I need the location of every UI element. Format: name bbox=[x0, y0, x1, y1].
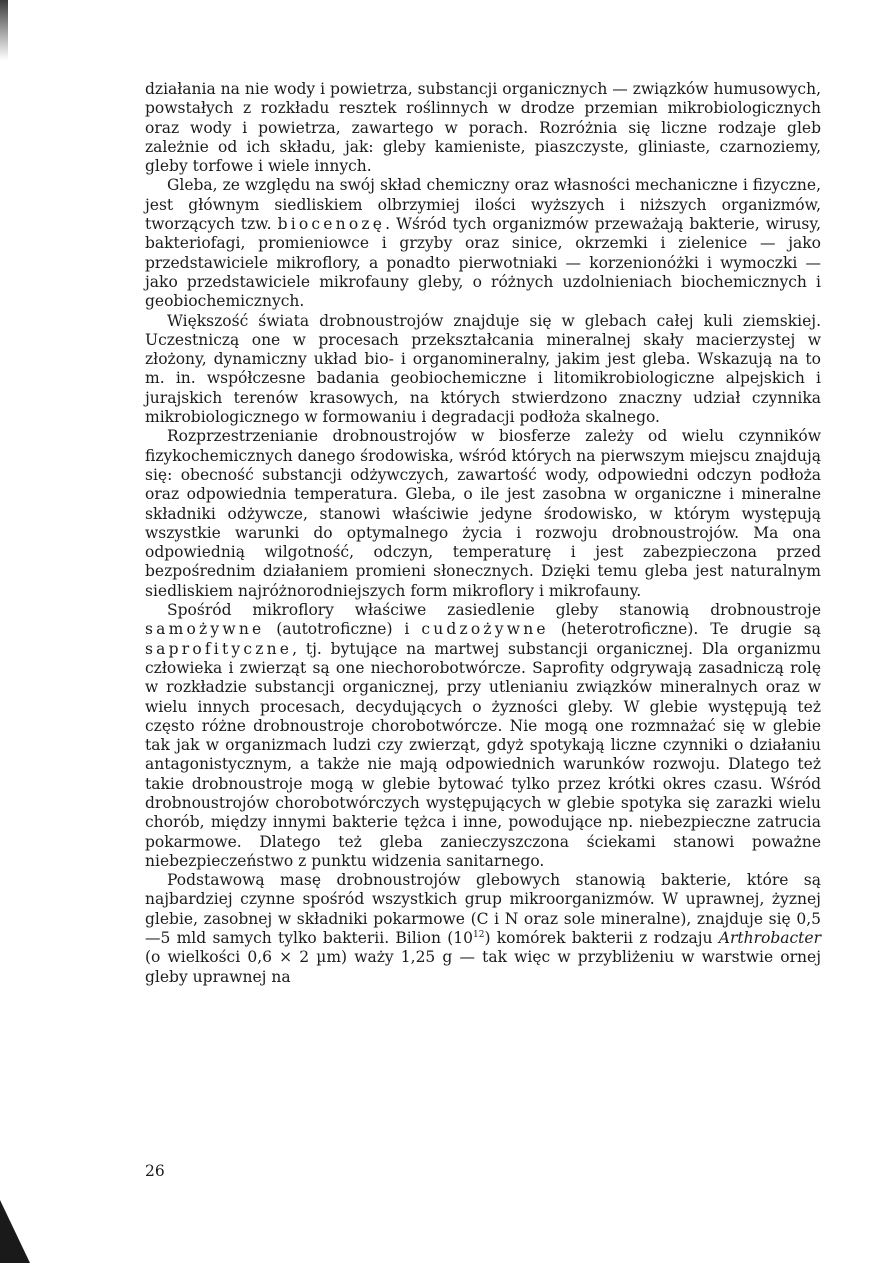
scan-edge-shadow-bottom bbox=[0, 1200, 30, 1263]
paragraph bbox=[145, 871, 821, 987]
text-segment: . Wśród tych organizmów przeważają bakterie, wirusy, bakteriofagi, promieniowce i grzyby oraz sinice, okrzemki i zielenice — jako przedstawiciele mikroflory, a ponadto pierwotniaki — korzenionóżki i wymoczki — jako przedstawiciele mikrofauny gleby, o różnych uzdolnieniach biochemicznych i geobiochemicznych. bbox=[145, 215, 822, 311]
paragraph bbox=[145, 427, 821, 601]
text-segment: ) komórek bakterii z rodzaju bbox=[484, 929, 719, 948]
paragraph bbox=[145, 80, 821, 176]
paragraph bbox=[145, 312, 821, 428]
page-number: 26 bbox=[145, 1162, 165, 1180]
spaced-term: samożywne bbox=[145, 620, 265, 639]
text-segment: działania na nie wody i powietrza, substancji organicznych — związków humusowych, powstałych z rozkładu resztek roślinnych w drodze przemian mikrobiologicznych oraz wody i powietrza, zawartego w porach. Rozróżnia się liczne rodzaje gleb zależnie od ich składu, jak: gleby kamieniste, piaszczyste, gliniaste, czarnoziemy, gleby torfowe i wiele innych. bbox=[145, 80, 821, 176]
spaced-term: cudzożywne bbox=[421, 620, 549, 639]
text-segment: (heterotroficzne). Te drugie są bbox=[548, 620, 821, 639]
scan-edge-shadow-top bbox=[0, 0, 8, 60]
spaced-term: biocenozę bbox=[277, 215, 386, 234]
text-segment: (o wielkości 0,6 × 2 µm) waży 1,25 g — tak więc w przybliżeniu w warstwie ornej gleby uprawnej na bbox=[145, 948, 821, 986]
page-text-block bbox=[145, 80, 821, 987]
superscript: 12 bbox=[472, 929, 485, 940]
spaced-term: saprofityczne bbox=[145, 639, 293, 658]
paragraph bbox=[145, 601, 821, 871]
text-segment: , tj. bytujące na martwej substancji organicznej. Dla organizmu człowieka i zwierząt są one niechorobotwórcze. Saprofity odgrywają zasadniczą rolę w rozkładzie substancji organicznej, przy utlenianiu związków mineralnych oraz w wielu innych procesach, decydujących o żyzności gleby. W glebie występują też często różne drobnoustroje chorobotwórcze. Nie mogą one rozmnażać się w glebie tak jak w organizmach ludzi czy zwierząt, gdyż spotykają liczne czynniki o działaniu antagonistycznym, a także nie mają odpowiednich warunków rozwoju. Dlatego też takie drobnoustroje mogą w glebie bytować tylko przez krótki okres czasu. Wśród drobnoustrojów chorobotwórczych występujących w glebie spotyka się zarazki wielu chorób, między innymi bakterie tężca i inne, powodujące np. niebezpieczne zatrucia pokarmowe. Dlatego też gleba zanieczyszczona ściekami stanowi poważne niebezpieczeństwo z punktu widzenia sanitarnego. bbox=[145, 639, 821, 870]
text-segment: Spośród mikroflory właściwe zasiedlenie gleby stanowią drobnoustroje bbox=[167, 601, 821, 620]
text-segment: Rozprzestrzenianie drobnoustrojów w biosferze zależy od wielu czynników fizykochemicznych danego środowiska, wśród których na pierwszym miejscu znajdują się: obecność substancji odżywczych, zawartość wody, odpowiedni odczyn podłoża oraz odpowiednia temperatura. Gleba, o ile jest zasobna w organiczne i mineralne składniki odżywcze, stanowi właściwie jedyne środowisko, w którym występują wszystkie warunki do optymalnego życia i rozwoju drobnoustrojów. Ma ona odpowiednią wilgotność, odczyn, temperaturę i jest zabezpieczona przed bezpośrednim działaniem promieni słonecznych. Dzięki temu gleba jest naturalnym siedliskiem najróżnorodniejszych form mikroflory i mikrofauny. bbox=[145, 427, 821, 600]
text-segment: Gleba, ze względu na swój skład chemiczny oraz własności mechaniczne i fizyczne, jest głównym siedliskiem olbrzymiej ilości wyższych i niższych organizmów, tworzących tzw. bbox=[145, 176, 821, 234]
text-segment: Większość świata drobnoustrojów znajduje się w glebach całej kuli ziemskiej. Uczestniczą one w procesach przekształcania mineralnej skały macierzystej w złożony, dynamiczny układ bio- i organomineralny, jakim jest gleba. Wskazują na to m. in. współczesne badania geobiochemiczne i litomikrobiologiczne alpejskich i jurajskich terenów krasowych, na których stwierdzono znaczny udział czynnika mikrobiologicznego w formowaniu i degradacji podłoża skalnego. bbox=[145, 311, 821, 427]
text-segment: (autotroficzne) i bbox=[264, 620, 422, 639]
text-segment: Podstawową masę drobnoustrojów glebowych stanowią bakterie, które są najbardziej czynne spośród wszystkich grup mikroorganizmów. W uprawnej, żyznej glebie, zasobnej w składniki pokarmowe (C i N oraz sole mineralne), znajduje się 0,5—5 mld samych tylko bakterii. Bilion (10 bbox=[145, 871, 821, 948]
italic-term: Arthrobacter bbox=[718, 929, 821, 948]
paragraph bbox=[145, 176, 821, 311]
